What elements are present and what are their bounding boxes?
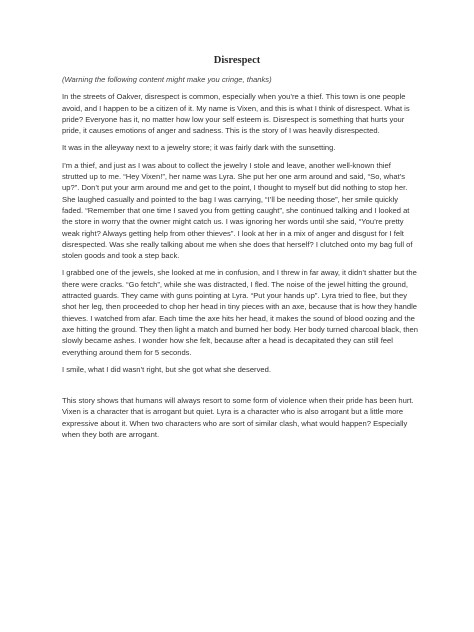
paragraph-intro: In the streets of Oakver, disrespect is common, especially when you’re a thief. This town is one people avoid, and I happen to be a citizen of it. My name is Vixen, and this is what I think of disrespect. What is pride? Everyone has it, no matter how low your self esteem is. Disrespect is something that hurts your pride, it causes emotions of anger and sadness. This is the story of I was heavily disrespected. [62, 92, 410, 136]
paragraph-setting: It was in the alleyway next to a jewelry store; it was fairly dark with the sunsetting. [62, 143, 336, 153]
content-warning: (Warning the following content might make you cringe, thanks) [62, 75, 272, 84]
document-body [62, 74, 418, 446]
section-spacer [62, 381, 418, 395]
paragraph-analysis: This story shows that humans will always resort to some form of violence when their pride has been hurt. Vixen is a character that is arrogant but quiet. Lyra is a character who is also arrogant but a little more expressive about it. When two characters who are sort of similar clash, what would happen? Especially when they both are arrogant. [62, 396, 414, 440]
document-title: Disrespect [213, 55, 261, 66]
paragraph-escape: I grabbed one of the jewels, she looked at me in confusion, and I threw in far away, it didn’t shatter but the there were cracks. “Go fetch”, while she was distracted, I fled. The noise of the jewel hitting the ground, attracted guards. They came with guns pointing at Lyra. “Put your hands up”. Lyra tried to flee, but they shot her leg, then proceeded to chop her head in tiny pieces with an axe, because that is how they handle thieves. I watched from afar. Each time the axe hits her head, it makes the sound of blood oozing and the axe hitting the ground. They then light a match and burned her body. Her body turned charcoal black, then slowly became ashes. I wonder how she felt, because after a head is decapitated they can still feel everything around them for 5 seconds. [62, 268, 419, 357]
paragraph-encounter: I’m a thief, and just as I was about to collect the jewelry I stole and leave, another well-known thief strutted up to me. “Hey Vixen!”, her name was Lyra. She put her one arm around and said, “So, what’s up?”. Don’t put your arm around me and get to the point, I thought to myself but did nothing to stop her. She laughed casually and pointed to the bag I was carrying, “I’ll be needing those”, her smile quickly faded. “Remember that one time I saved you from getting caught”, she continued talking and I looked at the store in worry that the owner might catch us. I was ignoring her words until she said, “You’re pretty weak right? Always getting help from other thieves”. I look at her in a mix of anger and disgust for I felt disrespected. Was she really talking about me when she does that herself? I clutched onto my bag full of stolen goods and took a step back. [62, 160, 413, 261]
paragraph-ending: I smile, what I did wasn’t right, but she got what she deserved. [62, 364, 271, 374]
